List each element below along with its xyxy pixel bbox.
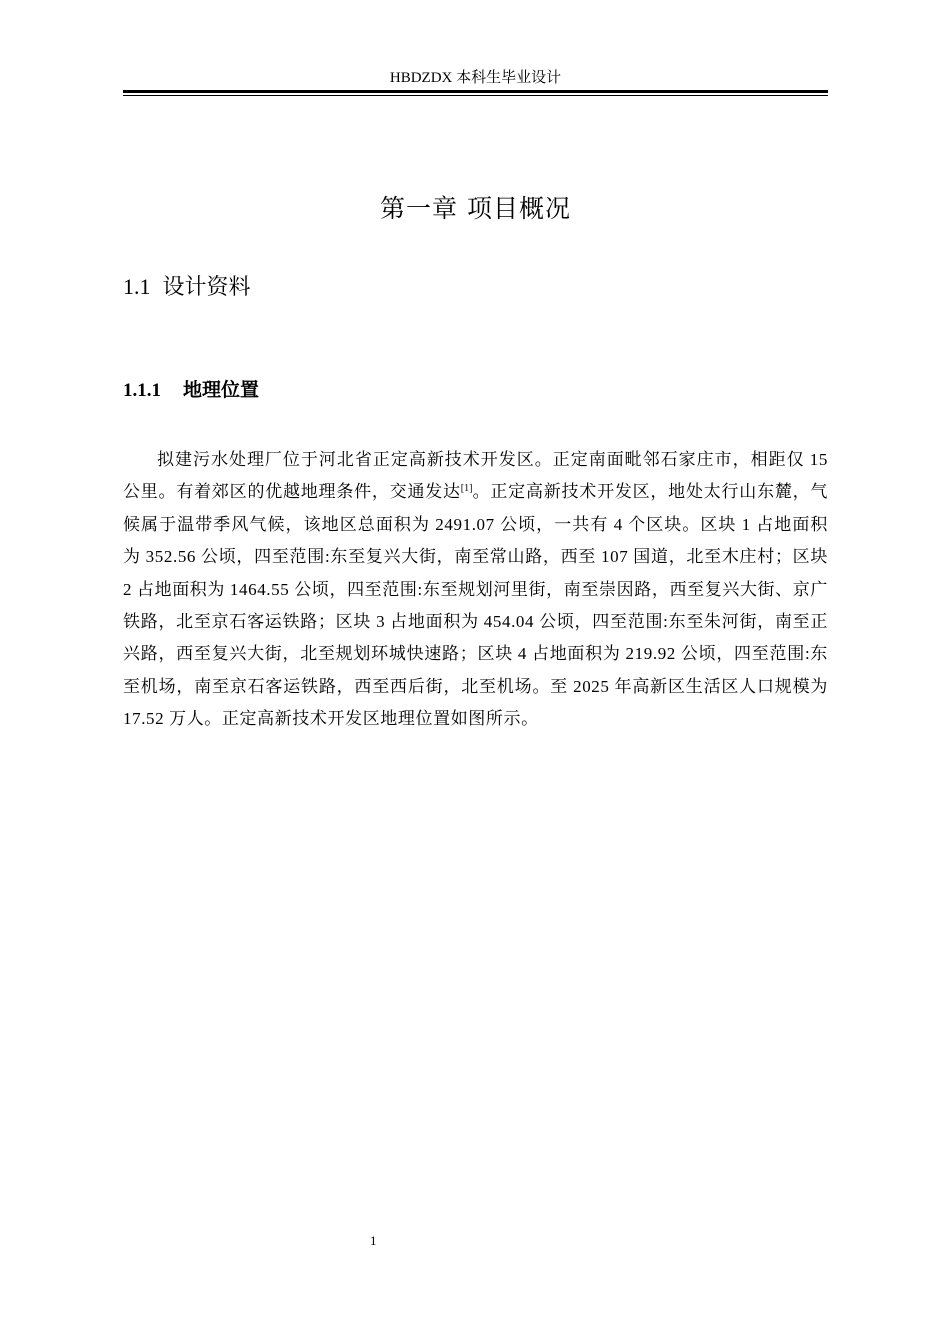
page-number: 1 [370,1233,377,1248]
section-heading [123,272,251,303]
body-paragraph [123,444,828,736]
subsection-number: 1.1.1 [123,380,161,401]
chapter-title: 第一章 项目概况 [380,194,571,223]
citation-reference[interactable]: [1] [460,483,473,495]
header-rule [123,90,828,96]
subsection-title: 地理位置 [183,379,260,401]
section-number: 1.1 [123,274,151,299]
header-rule-thick [123,90,828,93]
paragraph-text-part2: 。正定高新技术开发区，地处太行山东麓，气候属于温带季风气候，该地区总面积为 2491.07 公顷，一共有 4 个区块。区块 1 占地面积为 352.56 公顷，四至范围:东至复兴大街，南至常山路，西至 107 国道，北至木庄村；区块 2 占地面积为 1464.55 公顷，四至范围:东至规划河里街，南至崇因路，西至复兴大街、京广铁路，北至京石客运铁路；区块 3 占地面积为 454.04 公顷，四至范围:东至朱河街，南至正兴路，西至复兴大街，北至规划环城快速路；区块 4 占地面积为 219.92 公顷，四至范围:东至机场，南至京石客运铁路，西至西后街，北至机场。至 2025 年高新区生活区人口规模为 17.52 万人。正定高新技术开发区地理位置如图所示。 [123,482,829,729]
subsection-heading [123,376,259,405]
section-title: 设计资料 [162,275,251,300]
page-header: HBDZDX 本科生毕业设计 [389,70,562,86]
paragraph-text-part1: 拟建污水处理厂位于河北省正定高新技术开发区。正定南面毗邻石家庄市，相距仅 15 公里。有着郊区的优越地理条件，交通发达 [123,450,828,502]
header-rule-thin [123,95,828,96]
